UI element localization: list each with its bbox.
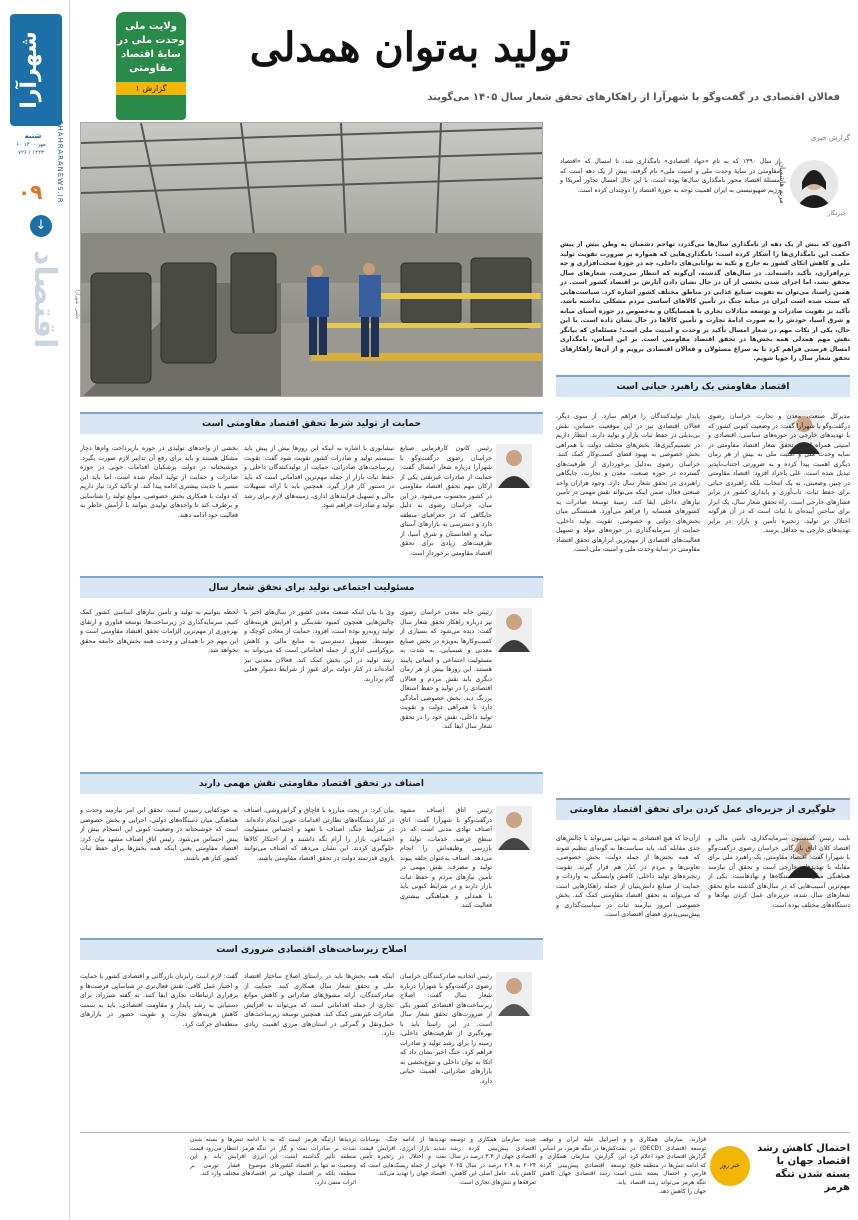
ticker-title: احتمال کاهش رشد اقتصاد جهان با بسته شدن تنگه هرمز <box>757 1143 850 1193</box>
section-3-col-c: لحظه بتوانیم به تولید و تأمین نیازهای اساسی کشور کمک کنیم. سرمایه‌گذاری در زیرساخت‌ها، توسعه فناوری و ارتقای بهره‌وری از مهم‌ترین الزامات تحقق اقتصاد مقاومتی است و این مهم جز با همدلی و وحدت همه بخش‌های جامعه محقق نخواهد شد. <box>80 609 238 654</box>
section-5-col-c: به خودکفایی رسیدن است. تحقق این امر نیازمند وحدت و هماهنگی میان دستگاه‌های دولتی، اجرایی و بخش خصوصی است که خوشبختانه در وضعیت کنونی این انسجام بیش از پیش احساس می‌شود. رئیس اتاق اصناف مشهد بیان کرد: اقتصاد مقاومتی یعنی اینکه همه بخش‌ها برای حفظ ثبات کشور کنار هم باشند. <box>80 807 238 862</box>
author-role: خبرنگار <box>827 210 846 217</box>
intro-paragraph-2: اکنون که بیش از یک دهه از نامگذاری سال‌ها می‌گذرد، تهاجم دشمنان به وطن بیش از پیش حکمت این نامگذاری‌ها را آشکار کرده است؛ نامگذاری‌هایی که همواره بر ضرورت تقویت تولید ملی و کاهش اتکای کشور به خارج و تکیه به توانایی‌های داخلی، چه در حوزهٔ سخت‌افزاری و چه نرم‌افزاری، تأکید داشته‌اند. در سال‌های گذشته، آن‌گونه که انتظار می‌رفت، شعارهای سال محقق نشد، اما اجرای شدن بخشی از آن در حال نشان دادن آثارش بر اقتصاد کشور است. در همین راستا، می‌توان به تقویت صنایع غذایی در مناطق مختلف کشور اشاره کرد. سیاست‌هایی که سبب شده است ایران در میانه جنگ در تأمین کالاهای اساسی مردم مشکلی نداشته باشد. تأکید بر تقویت صادرات و توسعه مبادلات تجاری با همسایگان و به‌خصوص در حوزه آسیای میانه و شرق آسیا، خودش را به صورت ادامهٔ تجارت و تأمین کالاها در حال نشان داده است. با این حال، یکی از نکات مهم در شعار امسال تأکید بر وحدت و امنیت ملی است؛ مسئله‌ای که بیانگر نقش مهم همدلی همه بخش‌ها در تحقق اقتصاد مقاومتی است. بر این اساس، نامگذاری امسال فرصتی فراهم کرد تا به سراغ مسئولان و فعالان اقتصادی برویم و از آن‌ها راهکارهای تحقق شعار سال را جویا شویم. <box>560 241 850 362</box>
arrow-down-icon[interactable]: ↓ <box>30 215 52 237</box>
interviewee-photo-3 <box>496 608 532 652</box>
ticker-col-1: قرارند، سازمان همکاری و توسعه اقتصادی (OECD) در گزارش اقتصادی خود اعلام کرد که ادامه تنش‌ها در منطقه خلیج فارس و احتمال بسته شدن تنگه هرمز می‌تواند رشد اقتصاد جهان را کاهش دهد. <box>630 1137 706 1195</box>
factory-photo <box>80 122 543 397</box>
interviewee-photo-2 <box>496 444 532 488</box>
section-title-2: حمایت از تولید شرط تحقق اقتصاد مقاومتی است <box>80 412 543 434</box>
section-2-col-a: رئیس کانون کارفرمایی صنایع خراسان رضوی درگفت‌وگو با شهرآرا درباره شعار امسال گفت: حمایت از صادرات غیرنفتی یکی از ارکان مهم تحقق اقتصاد مقاومتی در کشور محسوب می‌شود. در این میان، خراسان رضوی به دلیل جایگاهی که در جغرافیای منطقه دارد و دسترسی به بازارهای آسیای میانه و افغانستان و شرق آسیا، از ظرفیت‌های زیادی برای تحقق اقتصاد مقاومتی برخوردار است. <box>400 445 492 557</box>
badge-title: ولایت ملی وحدت ملی در سایهٔ اقتصاد مقاومتی <box>117 21 185 74</box>
section-4-col-a: نایب رئیس کمیسیون سرمایه‌گذاری، تأمین مالی و اقتصاد کلان اتاق بازرگانی خراسان رضوی درگفت‌وگو با شهرآرا گفت: اقتصاد مقاومتی، یک راهبرد ملی برای مقابله با تهدیدهای خارجی است و تحقق آن نیازمند هماهنگی میان همه دستگاه‌ها و نهادهاست. یکی از مهم‌ترین آسیب‌هایی که در سال‌های گذشته مانع تحقق شعارهای سال شده، جزیره‌ای عمل کردن نهادها و دستگاه‌های مختلف بوده است. <box>708 835 850 909</box>
ticker-col-4: تهدیدها از ادامه جنگ، نوسانات شدید بازار انرژی، افزایش قیمت نفت و اختلال در زنجیره تأمین جهانی از جمله ریسک‌هایی است که اقتصاد جهان را تهدید می‌کند. <box>360 1137 446 1178</box>
section-1-col-b: پایدار تولیدکنندگان را فراهم سازد. از سوی دیگر، فعالان اقتصادی نیز در این موقعیت حساس، نقش بی‌بدیلی در حفظ ثبات بازار و تولید دارند. انتظار داریم در تصمیم‌گیری‌ها، بخش‌های مختلف دولت با همراهی بخش خصوصی به بهبود فضای کسب‌وکار کمک کنند. خراسان رضوی به‌دلیل برخورداری از ظرفیت‌های گسترده در حوزه صنعت، معدن و تجارت، جایگاهی راهبردی در تحقق شعار سال دارد. وجود هزاران واحد صنعتی فعال، ضمن اینکه می‌تواند نقش مهمی در تأمین نیازهای داخلی ایفا کند، زمینهٔ توسعهٔ صادرات به کشورهای همسایه را فراهم می‌آورد. همبستگی میان بخش‌های دولتی و خصوصی، تقویت تولید داخلی، حمایت از سرمایه‌گذاری در حوزه‌های مولد و تسهیل فعالیت‌های اقتصادی از مهم‌ترین ابزارهای تحقق اقتصاد مقاومتی در سایهٔ وحدت ملی و امنیت ملی است. <box>556 413 700 553</box>
section-title-3: مسئولیت اجتماعی تولید برای تحقق شعار سال <box>80 576 543 598</box>
report-tag: گزارش خبری <box>810 134 850 142</box>
page-number: ۰۹ <box>18 180 43 204</box>
section-2-col-b: نیشابوری با اشاره به اینکه این روزها بیش از پیش باید سیستم تولید و صادرات کشور تقویت شود گفت: تقویت زیرساخت‌های صادراتی، حمایت از تولیدکنندگان داخلی و حفظ ثبات بازار از جمله مهم‌ترین اقداماتی است که باید در دستور کار قرار گیرد. همچنین باید با ارائه تسهیلات مالی و تسهیل فرایندهای اداری، زمینه‌های لازم برای رشد تولید و صادرات فراهم شود. <box>244 445 394 509</box>
ticker-col-3: جدید سازمان همکاری و توسعه اقتصادی پیش‌بینی کرده رشد اقتصادی جهان از ۳.۳ درصد در سال ۲۰۲۴ به ۲.۹ درصد در سال ۲۰۲۵ کاهش یابد. عامل اصلی این کاهش، تعرفه‌ها و تنش‌های تجاری است. <box>450 1137 536 1186</box>
website-url[interactable]: SHAHRARANEWS.IR <box>56 120 64 204</box>
badge-label: گزارش ۱ <box>116 82 186 95</box>
issue-date: ۶۰ مهر ۱۴۰۰ <box>16 142 46 148</box>
section-3-col-b: وی با بیان اینکه صنعت معدن کشور در سال‌های اخیر با چالش‌هایی همچون کمبود نقدینگی و افزایش هزینه‌های تولید روبه‌رو بوده است، افزود: حمایت از معادن کوچک و متوسط، تسهیل دسترسی به منابع مالی و کاهش بروکراسی اداری از جمله اقداماتی است که می‌تواند به رشد تولید در این بخش کمک کند. فعالان معدنی نیز آماده‌اند در کنار دولت برای عبور از شرایط دشوار فعلی گام بردارند. <box>244 609 394 683</box>
ticker-col-5: تردیدها ازتنگه هرمز است که به شدت بر صادرات نفت و گاز در منطقه تأثیر گذاشته است. این وضعیت نه تنها بر اقتصاد کشورهای منطقه، بلکه بر اقتصاد جهانی نیز اثرات منفی دارد. <box>270 1137 356 1186</box>
logo-text: شهرآرا <box>17 31 42 109</box>
series-badge <box>116 12 186 120</box>
issue-number: ۷۲۶ / ۱۴۴۳ <box>17 150 45 156</box>
section-6-col-c: گفت: لازم است رایزنان بازرگانی و اقتصادی کشور با حمایت و اختیار عمل کافی، نقش فعال‌تری در شناسایی فرصت‌ها و برقراری ارتباطات تجاری ایفا کنند. به گفته شیرزاد، برای دستیابی به رشد پایدار و مقاومت اقتصادی، باید به سمت کاهش هزینه‌های تجارت و تقویت حضور در بازارهای منطقه‌ای حرکت کرد. <box>80 973 238 1028</box>
section-2-col-c: بخشی از واحدهای تولیدی در حوزه بازپرداخت وام‌ها دچار مشکل هستند و باید برای رفع آن تدابیر لازم صورت بگیرد. خوشبختانه در دولت پزشکیان اقدامات خوبی در حوزه صادرات و حمایت از تولید انجام شده است، اما باید این مسیر با جدیت بیشتری ادامه پیدا کند. او تأکید کرد: نیاز داریم که دولت با همکاری بخش خصوصی، موانع تولید را شناسایی و برطرف کند تا واحدهای تولیدی بتوانند با آرامش خاطر به فعالیت خود ادامه دهند. <box>80 445 238 519</box>
page-headline: تولید به‌توان همدلی <box>249 24 571 71</box>
section-title-4: جلوگیری از جزیره‌ای عمل کردن برای تحقق اقتصاد مقاومتی <box>556 798 850 820</box>
section-4-col-b: ازآن‌جا که هیچ اقتصادی به تنهایی نمی‌تواند با چالش‌های جدی مقابله کند، باید سیاست‌ها به گونه‌ای تنظیم شوند که همه بخش‌ها از جمله دولت، بخش خصوصی، تعاونی‌ها و مردم در کنار هم قرار گیرند. تقویت زنجیره‌های تولید داخلی، کاهش وابستگی به واردات و حمایت از صنایع دانش‌بنیان از جمله راهکارهایی است که می‌تواند به تحقق اقتصاد مقاومتی کمک کند. بخش خصوصی امروز نیازمند ثبات در سیاست‌گذاری و پیش‌بینی‌پذیری فضای اقتصادی است. <box>556 835 700 918</box>
section-6-col-a: رئیس اتحادیه صادرکنندگان خراسان رضوی درگفت‌وگو با شهرآرا درباره شعار سال گفت: اصلاح زیرساخت‌های اقتصادی کشور یکی از ضرورت‌های تحقق شعار سال است. در این راستا باید با بهره‌گیری از ظرفیت‌های داخلی، زمینه را برای رشد تولید و صادرات فراهم کرد. جنگ اخیر نشان داد که اتکا به توان داخلی و تنوع‌بخشی به بازارهای صادراتی، اهمیت حیاتی دارد. <box>400 973 492 1085</box>
ticker-col-6: با ادامه تنش‌ها و بسته شدن تنگه هرمز، انتظار می‌رود قیمت انرژی افزایش یابد و این موضوع فشار تورمی بر اقتصادهای مختلف وارد کند. <box>190 1137 266 1178</box>
author-avatar <box>790 160 838 208</box>
intro-paragraph-1: از سال ۱۳۹۰ که به نام «جهاد اقتصادی» نامگذاری شد، تا امسال که «اقتصاد مقاومتی در سایهٔ وحدت ملی و امنیت ملی» نام گرفته، بیش از یک دهه است که مسئلهٔ اقتصاد محور نامگذاری سال‌ها بوده است. با این حال امسال تجاوز آمریکا و رژیم صهیونیستی به ایران اهمیت تو‌جه به حوزهٔ اقتصاد را دوچندان کرده است. <box>560 158 780 194</box>
section-title-5: اصناف در تحقق اقتصاد مقاومتی نقش مهمی دارند <box>80 772 543 794</box>
ticker-tag: خبر روز <box>710 1146 750 1186</box>
author-name: مریم هاشمیان <box>778 162 786 204</box>
section-title-6: اصلاح زیرساخت‌های اقتصادی ضروری است <box>80 938 543 960</box>
ticker-headline-box[interactable] <box>710 1140 850 1210</box>
section-1-col-a: مدیرکل صنعت، معدن و تجارت خراسان رضوی درگفت‌وگو با شهرآرا گفت: در وضعیت کنونی کشور که با تهدیدهای خارجی در حوزه‌های سیاسی، اقتصادی و امنیتی همراه است، تحقق شعار اقتصاد مقاومتی در سایه وحدت ملی و امنیت ملی به بیش از هر زمان دیگری اهمیت پیدا کرده و به ضرورتی اجتناب‌ناپذیر تبدیل شده است. علی باحزاد افزود: اقتصاد مقاومتی در چنین وضعیتی، نه یک انتخاب، بلکه راهبردی حیاتی برای حفظ ثبات، تاب‌آوری و پایداری کشور در برابر فشارهای خارجی است. راه تحقق شعار سال، یک ابزار برای ساختن آینده‌ای با ثبات است که در آن هرگونه اختلال در تولید، زنجیره تأمین و بازار، در برابر تهدیدهای خارجی به حداقل برسد. <box>708 413 850 534</box>
ticker-col-2: و اسرائیل علیه ایران و توقف نفت‌کش‌ها در تنگه هرمز، بر اساس این گزارش، سازمان همکاری و توسعه اقتصادی پیش‌بینی کرده است رشد اقتصادی جهان کاهش یابد. <box>540 1137 626 1186</box>
interviewee-photo-6 <box>496 972 532 1016</box>
interviewee-photo-5 <box>496 806 532 850</box>
issue-day: شنبه <box>24 132 42 140</box>
section-label: اقتصاد <box>27 250 62 349</box>
section-5-col-b: بیان کرد: در بحث مبارزه با قاچاق و گرانفروشی، اصناف در کنار دستگاه‌های نظارتی اقدامات خوبی انجام داده‌اند. در شرایط جنگ، اصناف با تعهد و احساس مسئولیت اجتماعی، بازار را آرام نگه داشتند و از احتکار کالاها جلوگیری کردند. این نشان می‌دهد که اصناف می‌توانند بازوی قدرتمند دولت در تحقق اقتصاد مقاومتی باشند. <box>244 807 394 862</box>
photo-credit: عکس: شهرآرا <box>74 290 80 320</box>
section-title-1: اقتصاد مقاومتی یک راهبرد حیاتی است <box>556 375 850 397</box>
section-3-col-a: رئیس خانه معدن خراسان رضوی نیز درباره راهکار تحقق شعار سال گفت: دیده می‌شود که بسیاری از کسب‌وکارها به‌ویژه در بخش صنایع معدنی و شیمیایی، به شدت به مسئولیت اجتماعی و انسانی پایبند هستند. این روزها بیش از هر زمان دیگری باید نقش مردم و فعالان اقتصادی را در تولید و حفظ اشتغال پررنگ دید. بخش خصوصی آمادگی دارد با همراهی دولت و تقویت تولید داخلی، نقش خود را در تحقق شعار سال ایفا کند. <box>400 609 492 730</box>
section-6-col-b: اینکه همه بخش‌ها باید در راستای اصلاح ساختار اقتصاد ملی و تحقق شعار سال همکاری کنند. حمایت از صادرکنندگان، ارائه مشوق‌های صادراتی و کاهش موانع تجاری از جمله اقداماتی است که می‌تواند به افزایش صادرات غیرنفتی کمک کند. همچنین توسعه زیرساخت‌های حمل‌ونقل و گمرکی در استان‌های مرزی اهمیت زیادی دارد. <box>244 973 394 1037</box>
section-5-col-a: رئیس اتاق اصناف مشهد درگفت‌وگو با شهرآرا گفت: اتاق اصناف نهادی مدنی است که در سطح عرضه، خدمات، تولید و بازرسی وظیفه‌اش را انجام می‌دهد. اصناف به‌عنوان حلقه پیوند تولید و مصرف، نقش مهمی در تأمین نیازهای مردم و حفظ ثبات بازار دارند و در شرایط کنونی باید با همدلی و هماهنگی بیشتری فعالیت کنند. <box>400 807 492 909</box>
page-subheadline: فعالان اقتصادی در گفت‌وگو با شهرآرا از راهکارهای تحقق شعار سال ۱۴۰۵ می‌گویند <box>427 92 840 103</box>
